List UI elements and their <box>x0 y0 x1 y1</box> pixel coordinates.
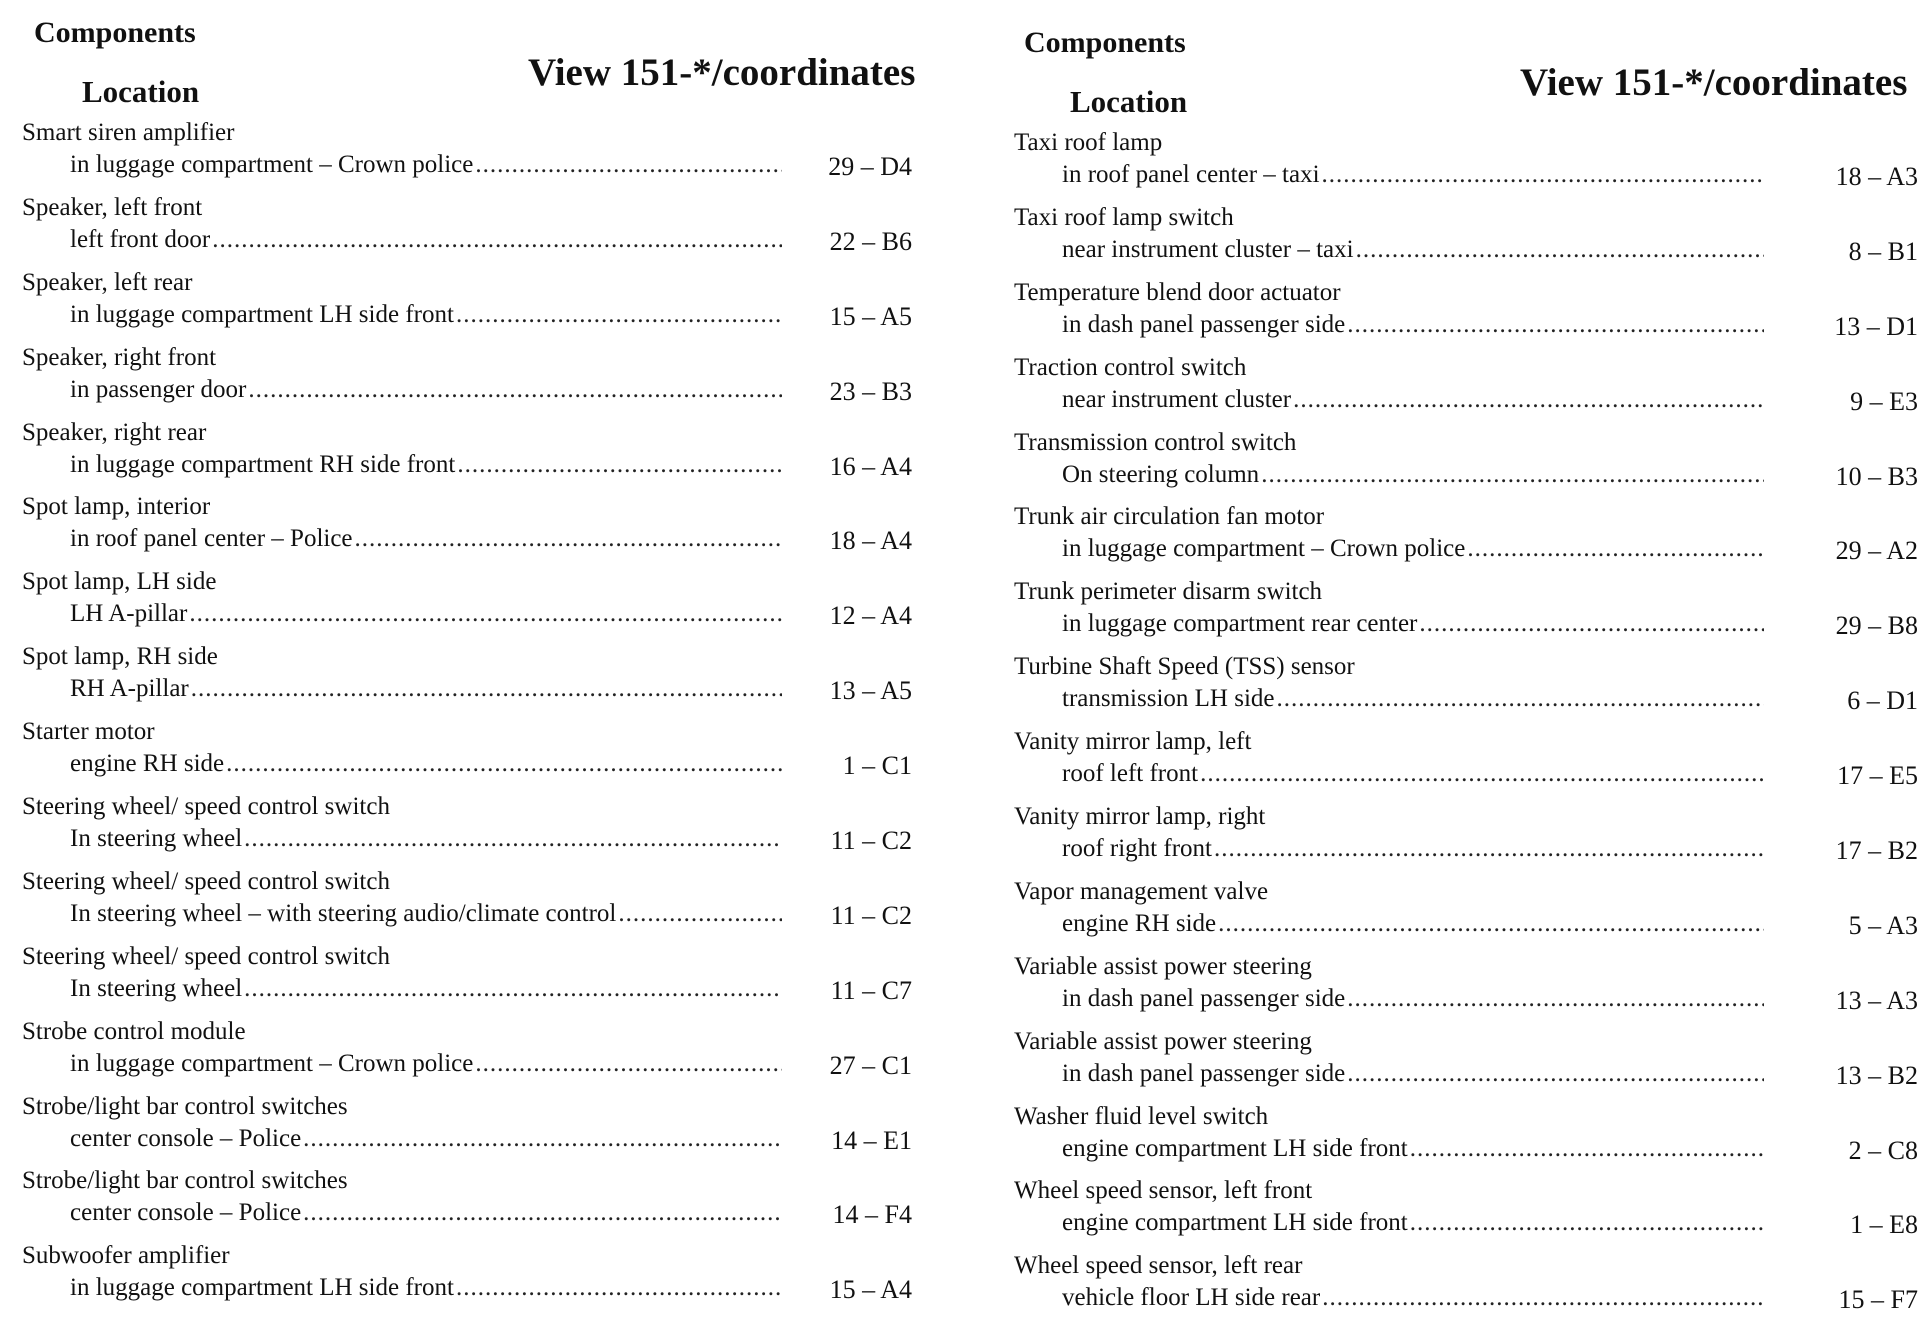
component-name: Vanity mirror lamp, left <box>1014 728 1252 756</box>
view-coordinates: 8 – B1 <box>1848 236 1918 266</box>
component-location-text: in dash panel passenger side <box>1062 984 1346 1012</box>
component-location-text: In steering wheel <box>70 974 243 1002</box>
component-entry <box>1014 351 1918 426</box>
component-name: Steering wheel/ speed control switch <box>22 793 390 821</box>
component-name: Variable assist power steering <box>1014 952 1312 980</box>
component-location <box>70 450 782 480</box>
component-name: Subwoofer amplifier <box>22 1242 230 1270</box>
component-entry <box>1014 126 1918 201</box>
component-location-text: in luggage compartment – Crown police <box>1062 535 1466 563</box>
component-name: Vanity mirror lamp, right <box>1014 803 1266 831</box>
component-name: Wheel speed sensor, left rear <box>1014 1252 1303 1280</box>
component-name: Speaker, left front <box>22 193 203 221</box>
component-location-text: in luggage compartment rear center <box>1062 610 1418 638</box>
component-name: Spot lamp, interior <box>22 493 211 521</box>
component-entry <box>22 116 922 191</box>
component-name: Trunk perimeter disarm switch <box>1014 578 1323 606</box>
view-coordinates: 15 – A5 <box>829 301 912 331</box>
component-location-text: On steering column <box>1062 460 1260 488</box>
view-coordinates: 15 – A4 <box>829 1275 912 1305</box>
component-location <box>1062 385 1764 415</box>
component-location-text: roof right front <box>1062 835 1212 863</box>
component-name: Spot lamp, LH side <box>22 568 217 596</box>
component-name: Strobe/light bar control switches <box>22 1092 348 1120</box>
component-name: Trunk air circulation fan motor <box>1014 503 1325 531</box>
component-location-text: engine compartment LH side front <box>1062 1134 1408 1162</box>
component-location <box>70 599 782 629</box>
component-location <box>1062 909 1764 939</box>
component-entry <box>1014 1174 1918 1249</box>
view-coordinates: 1 – E8 <box>1850 1210 1918 1240</box>
component-entry <box>22 1090 922 1165</box>
component-location <box>1062 460 1764 490</box>
component-location-text: in luggage compartment – Crown police <box>70 1049 474 1077</box>
component-entry <box>22 715 922 790</box>
component-name: Variable assist power steering <box>1014 1027 1312 1055</box>
component-location-text: LH A-pillar <box>70 600 188 628</box>
component-entry <box>1014 575 1918 650</box>
component-location-text: in luggage compartment LH side front <box>70 1274 454 1302</box>
view-coordinates: 13 – D1 <box>1834 311 1918 341</box>
component-location <box>1062 534 1764 564</box>
view-coordinates: 23 – B3 <box>829 376 912 406</box>
component-name: Vapor management valve <box>1014 877 1269 905</box>
component-entry <box>1014 800 1918 875</box>
component-location-text: left front door <box>70 225 211 253</box>
view-coordinates: 18 – A4 <box>829 526 912 556</box>
component-entry <box>22 1164 922 1239</box>
location-heading: Location <box>1070 84 1188 119</box>
component-name: Steering wheel/ speed control switch <box>22 867 390 895</box>
view-coordinates: 17 – B2 <box>1835 836 1918 866</box>
component-entry <box>1014 1025 1918 1100</box>
component-location <box>1062 160 1764 190</box>
view-coordinates: 11 – C2 <box>830 900 912 930</box>
component-location <box>70 1198 782 1228</box>
view-coordinates: 18 – A3 <box>1835 162 1918 191</box>
component-location <box>70 1124 782 1154</box>
view-coordinates: 2 – C8 <box>1848 1135 1918 1165</box>
component-location-text: In steering wheel – with steering audio/climate control <box>70 899 617 927</box>
component-location-text: near instrument cluster <box>1062 385 1292 413</box>
component-location <box>1062 834 1764 864</box>
components-heading: Components <box>34 16 196 49</box>
component-location <box>70 225 782 255</box>
component-name: Turbine Shaft Speed (TSS) sensor <box>1014 653 1355 681</box>
component-entry <box>22 490 922 565</box>
component-location <box>1062 984 1764 1014</box>
component-location <box>1062 310 1764 340</box>
component-location <box>1062 759 1764 789</box>
component-location <box>70 1049 782 1079</box>
component-name: Spot lamp, RH side <box>22 643 218 671</box>
view-coordinates: 17 – E5 <box>1837 761 1918 791</box>
view-coordinates: 5 – A3 <box>1848 910 1918 940</box>
view-coordinates-heading: View 151-*/coordinates <box>1520 61 1908 104</box>
component-name: Speaker, right rear <box>22 418 207 446</box>
component-location <box>70 300 782 330</box>
component-location-text: in luggage compartment LH side front <box>70 300 454 328</box>
component-name: Transmission control switch <box>1014 428 1297 456</box>
component-entry <box>1014 201 1918 276</box>
right-page <box>960 0 1926 1344</box>
view-coordinates: 29 – B8 <box>1835 611 1918 641</box>
component-entry <box>1014 650 1918 725</box>
view-coordinates: 14 – F4 <box>832 1200 912 1230</box>
component-entry <box>1014 426 1918 501</box>
location-heading: Location <box>82 74 200 109</box>
component-entry <box>1014 875 1918 950</box>
component-location <box>70 974 782 1004</box>
component-name: Washer fluid level switch <box>1014 1102 1269 1130</box>
component-location-text: engine RH side <box>1062 909 1217 937</box>
component-name: Speaker, left rear <box>22 268 193 296</box>
component-entry <box>1014 1249 1918 1324</box>
component-location-text: in dash panel passenger side <box>1062 1059 1346 1087</box>
component-list <box>1014 126 1918 1324</box>
view-coordinates: 13 – B2 <box>1835 1060 1918 1090</box>
component-location <box>1062 684 1764 714</box>
component-name: Smart siren amplifier <box>22 119 235 146</box>
component-location-text: engine compartment LH side front <box>1062 1209 1408 1237</box>
component-location-text: in luggage compartment RH side front <box>70 450 456 478</box>
component-entry <box>22 266 922 341</box>
component-location-text: vehicle floor LH side rear <box>1062 1284 1321 1312</box>
component-entry <box>22 865 922 940</box>
component-name: Taxi roof lamp <box>1014 129 1163 156</box>
component-location-text: in dash panel passenger side <box>1062 310 1346 338</box>
view-coordinates: 11 – C7 <box>830 975 912 1005</box>
component-name: Steering wheel/ speed control switch <box>22 942 390 970</box>
component-location <box>1062 1059 1764 1089</box>
component-entry <box>22 341 922 416</box>
component-entry <box>22 640 922 715</box>
component-location <box>70 524 782 554</box>
component-location-text: RH A-pillar <box>70 675 189 703</box>
component-location-text: in roof panel center – taxi <box>1062 161 1320 188</box>
component-location <box>1062 609 1764 639</box>
component-entry <box>1014 500 1918 575</box>
view-coordinates: 13 – A5 <box>829 676 912 706</box>
component-name: Taxi roof lamp switch <box>1014 203 1234 231</box>
view-coordinates: 29 – D4 <box>828 152 912 181</box>
component-location-text: in luggage compartment – Crown police <box>70 151 474 178</box>
component-entry <box>22 565 922 640</box>
component-location-text: near instrument cluster – taxi <box>1062 235 1354 263</box>
component-name: Starter motor <box>22 718 155 746</box>
view-coordinates: 1 – C1 <box>842 751 912 781</box>
component-entry <box>22 1015 922 1090</box>
component-location-text: in passenger door <box>70 375 247 403</box>
component-entry <box>1014 1100 1918 1175</box>
view-coordinates: 15 – F7 <box>1838 1285 1918 1315</box>
view-coordinates: 29 – A2 <box>1835 536 1918 566</box>
component-location <box>70 749 782 779</box>
component-location-text: in roof panel center – Police <box>70 525 353 553</box>
view-coordinates: 22 – B6 <box>829 226 912 256</box>
view-coordinates: 27 – C1 <box>829 1050 912 1080</box>
view-coordinates: 10 – B3 <box>1835 461 1918 491</box>
component-location <box>70 674 782 704</box>
component-entry <box>22 416 922 491</box>
components-heading: Components <box>1024 26 1186 59</box>
left-page <box>0 0 960 1344</box>
component-entry <box>1014 950 1918 1025</box>
component-location <box>70 824 782 854</box>
component-entry <box>22 191 922 266</box>
view-coordinates: 12 – A4 <box>829 601 912 631</box>
component-name: Strobe control module <box>22 1017 246 1045</box>
component-location-text: center console – Police <box>70 1124 302 1152</box>
component-location <box>70 899 782 929</box>
component-location <box>1062 1134 1764 1164</box>
component-name: Traction control switch <box>1014 353 1247 381</box>
component-location <box>1062 235 1764 265</box>
view-coordinates-heading: View 151-*/coordinates <box>528 51 916 94</box>
view-coordinates: 14 – E1 <box>831 1125 912 1155</box>
view-coordinates: 9 – E3 <box>1850 386 1918 416</box>
component-location <box>70 375 782 405</box>
component-entry <box>1014 725 1918 800</box>
component-location-text: engine RH side <box>70 750 225 778</box>
component-name: Strobe/light bar control switches <box>22 1167 348 1195</box>
component-location-text: transmission LH side <box>1062 685 1275 713</box>
component-entry <box>1014 276 1918 351</box>
component-entry <box>22 790 922 865</box>
component-location <box>70 1273 782 1303</box>
component-location-text: roof left front <box>1062 760 1199 788</box>
view-coordinates: 11 – C2 <box>830 826 912 856</box>
component-list <box>22 116 922 1314</box>
view-coordinates: 13 – A3 <box>1835 985 1918 1015</box>
view-coordinates: 16 – A4 <box>829 451 912 481</box>
component-location <box>1062 1208 1764 1238</box>
view-coordinates: 6 – D1 <box>1847 686 1918 716</box>
component-location-text: center console – Police <box>70 1199 302 1227</box>
component-entry <box>22 940 922 1015</box>
component-name: Temperature blend door actuator <box>1014 278 1341 306</box>
component-name: Speaker, right front <box>22 343 217 371</box>
component-name: Wheel speed sensor, left front <box>1014 1177 1313 1205</box>
component-entry <box>22 1239 922 1314</box>
component-location <box>70 150 782 180</box>
component-location <box>1062 1283 1764 1313</box>
component-location-text: In steering wheel <box>70 825 243 853</box>
